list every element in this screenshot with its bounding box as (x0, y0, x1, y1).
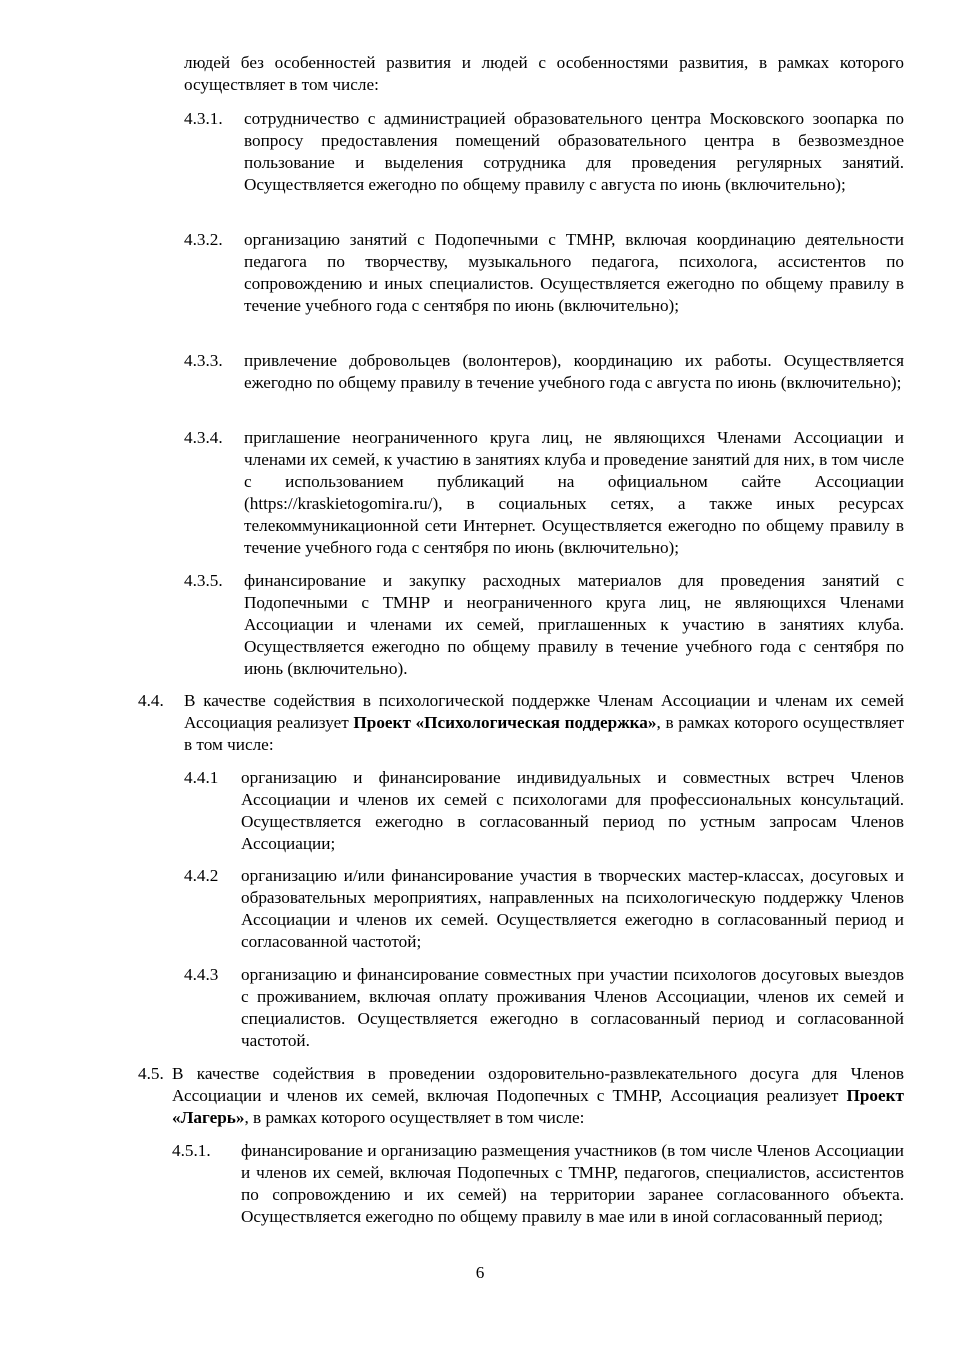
item-number: 4.3.3. (184, 351, 223, 370)
list-item-4-3-1 (184, 108, 904, 218)
item-text: финансирование и организацию размещения участников (в том числе Членов Ассоциации и членов их семей, включая Подопечных с ТМНР, педагогов, специалистов, ассистентов по сопровождению и их семей) на территории заранее согласованного объекта. Осуществляется ежегодно по общему правилу в мае или в иной согласованный период; (241, 1141, 904, 1226)
list-item-4-3-5 (184, 570, 904, 680)
item-number: 4.3.1. (184, 109, 223, 128)
project-name: Проект «Лагерь» (172, 1086, 904, 1127)
list-item-4-3-3 (184, 350, 904, 416)
section-text-end: , в рамках которого осуществляет в том числе: (244, 1108, 585, 1127)
item-number: 4.3.2. (184, 230, 223, 249)
item-number: 4.4.3 (184, 965, 219, 984)
section-4-4 (138, 690, 904, 756)
list-item-4-3-2 (184, 229, 904, 339)
item-number: 4.5.1. (172, 1141, 211, 1160)
item-text: организацию занятий с Подопечными с ТМНР, включая координацию деятельности педагога по творчеству, музыкального педагога, психолога, ассистентов по сопровождению и иных специалистов. Осуществляется ежегодно по общему правилу в течение учебного года с сентября по июнь (включительно); (244, 230, 904, 315)
section-text-start: В качестве содействия в психологической поддержке Членам Ассоциации и членам их семей Ассоциация реализует (184, 691, 904, 732)
section-text-end: , в рамках которого осуществляет в том числе: (184, 713, 904, 754)
intro-paragraph: людей без особенностей развития и людей с особенностями развития, в рамках которого осуществляет в том числе: (184, 53, 904, 94)
list-item-4-3-4 (184, 427, 904, 559)
item-number: 4.3.4. (184, 428, 223, 447)
list-item-4-4-1 (184, 767, 904, 855)
list-item-4-4-3 (184, 964, 904, 1052)
item-text: организацию и финансирование индивидуальных и совместных встреч Членов Ассоциации и членов их семей с психологами для профессиональных консультаций. Осуществляется ежегодно в согласованный период по устным запросам Членов Ассоциации; (241, 768, 904, 853)
section-text (172, 1063, 904, 1129)
item-text: организацию и/или финансирование участия в творческих мастер-классах, досуговых и образовательных мероприятиях, направленных на психологическую поддержку Членов Ассоциации и членов их семей. Осуществляется ежегодно в согласованный период и согласованной частотой; (241, 866, 904, 951)
section-text (184, 690, 904, 756)
list-item-4-4-2 (184, 865, 904, 953)
section-number: 4.4. (138, 691, 164, 710)
item-text: финансирование и закупку расходных материалов для проведения занятий с Подопечными с ТМНР и неограниченного круга лиц, не являющихся Членами Ассоциации и членами их семей, приглашенных к участию в занятиях клуба. Осуществляется ежегодно по общему правилу в течение учебного года с сентября по июнь (включительно). (244, 571, 904, 678)
project-name: Проект «Психологическая поддержка» (353, 713, 657, 732)
item-text: сотрудничество с администрацией образовательного центра Московского зоопарка по вопросу предоставления помещений образовательного центра в безвозмездное пользование и выделения сотрудника для проведения регулярных занятий. Осуществляется ежегодно по общему правилу с августа по июнь (включительно); (244, 109, 904, 194)
section-number: 4.5. (138, 1064, 164, 1083)
item-number: 4.4.2 (184, 866, 219, 885)
list-item-4-5-1 (172, 1140, 904, 1250)
item-number: 4.3.5. (184, 571, 223, 590)
item-text: привлечение добровольцев (волонтеров), координацию их работы. Осуществляется ежегодно по общему правилу в течение учебного года с августа по июнь (включительно); (244, 351, 904, 392)
page-number: 6 (475, 1263, 485, 1282)
section-text-start: В качестве содействия в проведении оздоровительно-развлекательного досуга для Членов Ассоциации и членов их семей, включая Подопечных с ТМНР, Ассоциация реализует (172, 1064, 904, 1105)
item-number: 4.4.1 (184, 768, 219, 787)
item-text: приглашение неограниченного круга лиц, не являющихся Членами Ассоциации и членами их семей, к участию в занятиях клуба и проведение занятий для них, в том числе с использованием публикаций на официальном сайте Ассоциации (https://kraskietogomira.ru/), в социальных сетях, а также иных ресурсах телекоммуникационной сети Интернет. Осуществляется ежегодно по общему правилу в течение учебного года с сентября по июнь (включительно); (244, 428, 904, 557)
item-text: организацию и финансирование совместных при участии психологов досуговых выездов с проживанием, включая оплату проживания Членов Ассоциации, членов их семей и специалистов. Осуществляется ежегодно в согласованный период и согласованной частотой. (241, 965, 904, 1050)
section-4-5 (138, 1063, 904, 1129)
